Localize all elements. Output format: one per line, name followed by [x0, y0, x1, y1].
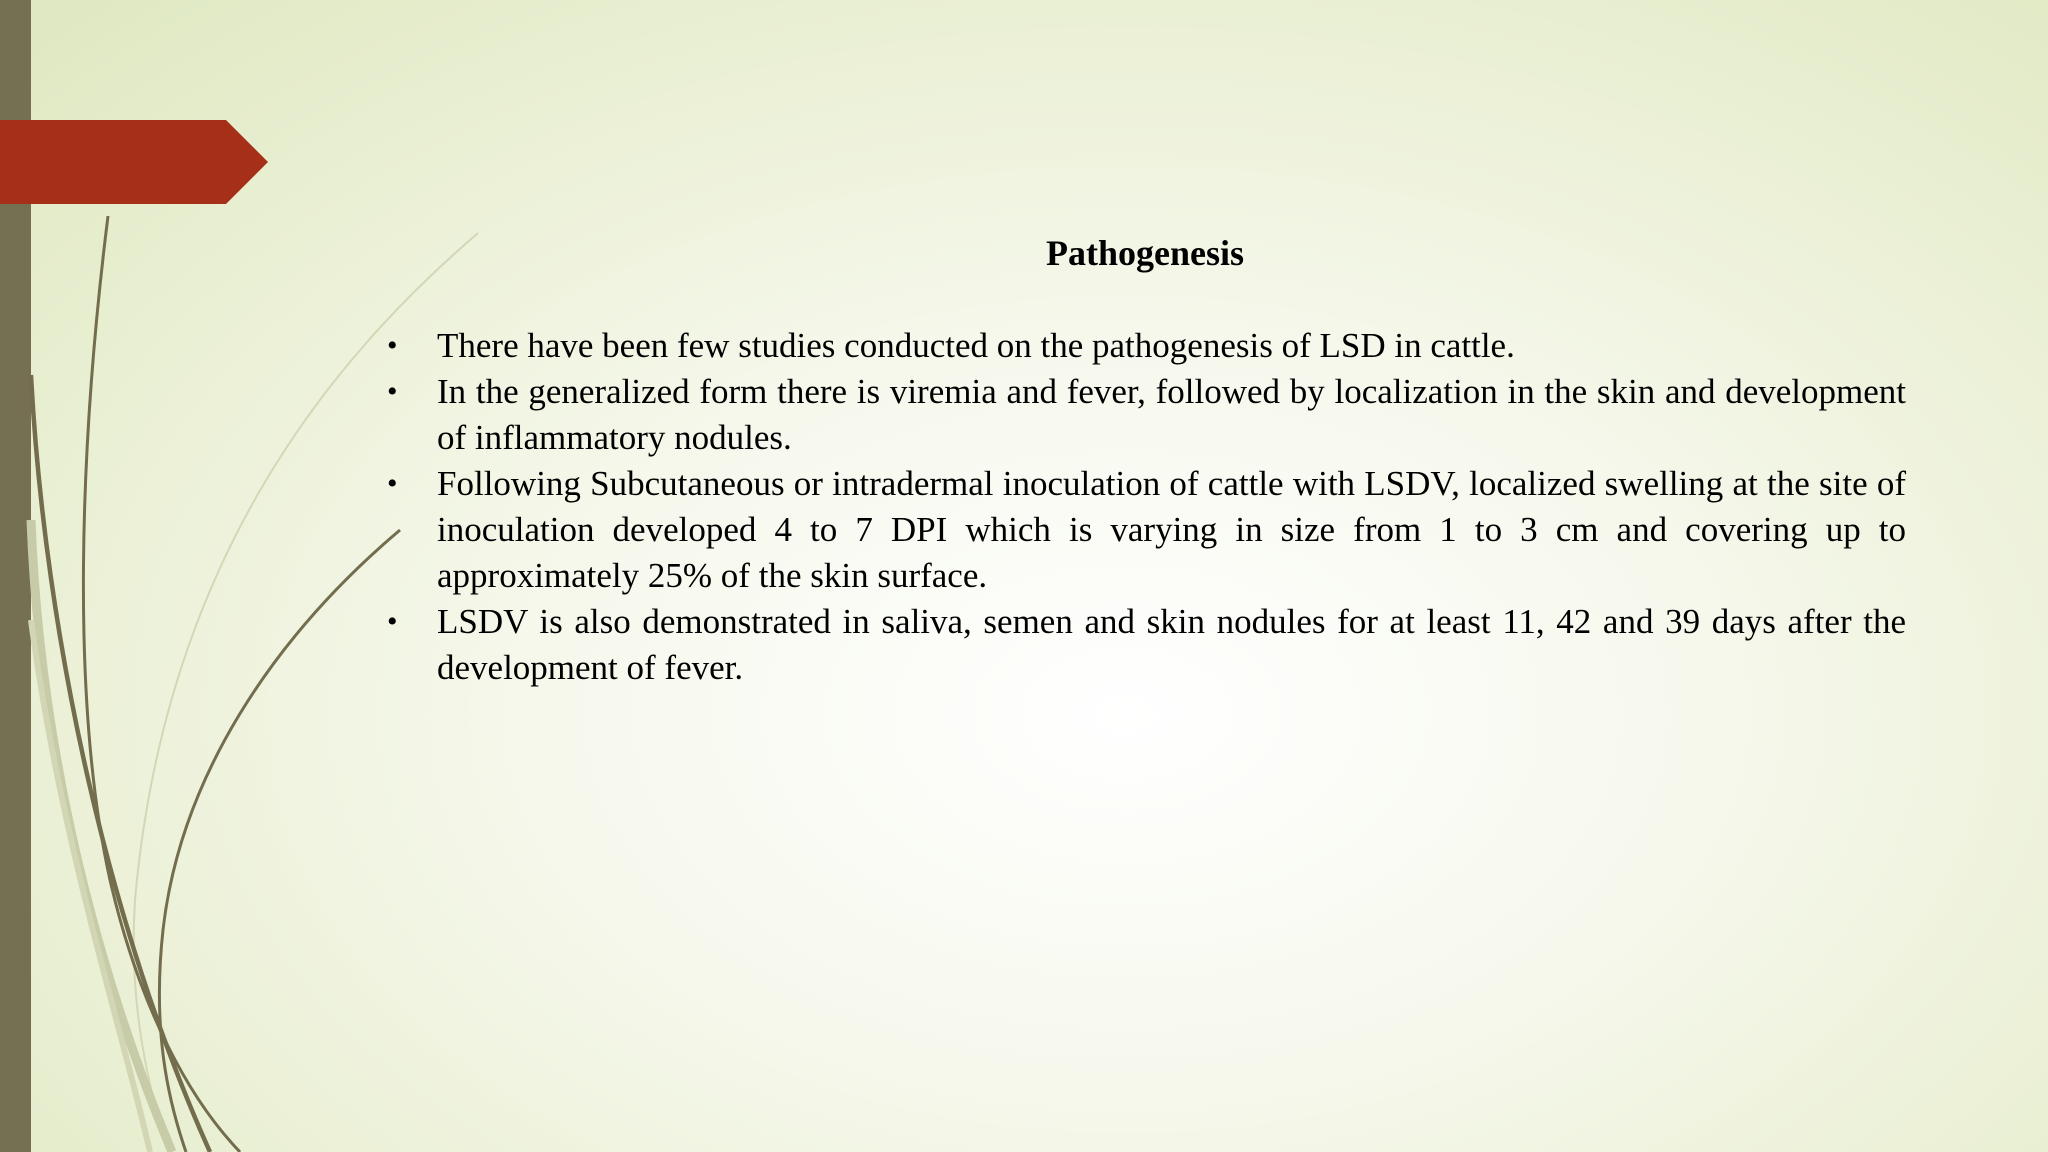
- slide-title: Pathogenesis: [1046, 233, 1244, 273]
- bullet-text: Following Subcutaneous or intradermal inoculation of cattle with LSDV, localized swelling at the site of inoculation developed 4 to 7 DPI which is varying in size from 1 to 3 cm and covering up to approximately 25% of the skin surface.: [437, 464, 1906, 595]
- bullet-text: LSDV is also demonstrated in saliva, semen and skin nodules for at least 11, 42 and 39 days after the development of fever.: [437, 602, 1906, 687]
- bullet-list: [385, 323, 1906, 691]
- bullet-item: [385, 323, 1906, 369]
- bullet-dot: •: [387, 467, 398, 500]
- bullet-item: [385, 461, 1906, 599]
- dark-curve-1: [83, 216, 240, 1152]
- bullet-dot: •: [387, 605, 398, 638]
- bullet-text: In the generalized form there is viremia and fever, followed by localization in the skin and development of inflammatory nodules.: [437, 372, 1906, 457]
- bullet-item: [385, 599, 1906, 691]
- bullet-text: There have been few studies conducted on the pathogenesis of LSD in cattle.: [437, 326, 1515, 365]
- bullet-dot: •: [387, 329, 398, 362]
- dark-curve-2: [159, 530, 400, 1152]
- bullet-item: [385, 369, 1906, 461]
- bullet-dot: •: [387, 375, 398, 408]
- red-arrow-banner: [0, 120, 268, 204]
